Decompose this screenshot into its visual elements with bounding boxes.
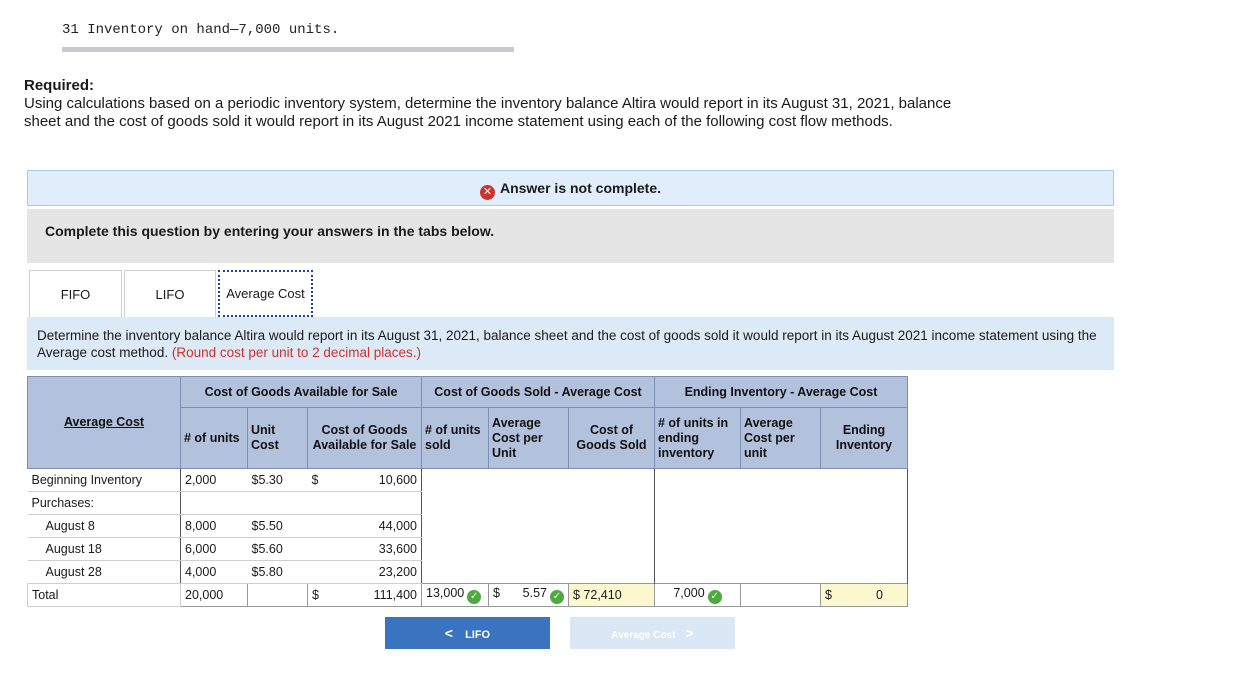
units-sold-input[interactable]: 13,000 ✓ — [422, 584, 489, 607]
chevron-left-icon: < — [444, 625, 454, 641]
row-label-aug18: August 18 — [28, 538, 181, 561]
row-label-aug8: August 8 — [28, 515, 181, 538]
instruction-bar: Complete this question by entering your answers in the tabs below. — [27, 209, 1114, 263]
col-unit-cost: Unit Cost — [248, 408, 308, 469]
unit-cost-cell: $5.50 — [248, 515, 308, 538]
cogs-input[interactable]: $ 72,410 — [569, 584, 655, 607]
tab-fifo[interactable]: FIFO — [29, 270, 122, 317]
col-average-cost-per-unit-ending: Average Cost per unit — [741, 408, 821, 469]
table-row-total — [28, 584, 908, 607]
group-header-available: Cost of Goods Available for Sale — [181, 377, 422, 408]
prompt-rounding-note: (Round cost per unit to 2 decimal places.) — [171, 345, 421, 360]
col-units: # of units — [181, 408, 248, 469]
dollar-sign: $ — [308, 469, 333, 492]
units-cell: 8,000 — [181, 515, 248, 538]
check-icon: ✓ — [467, 590, 481, 604]
prev-tab-button[interactable]: < LIFO — [385, 617, 550, 649]
cost-cell: 23,200 — [333, 561, 422, 584]
row-label-total: Total — [28, 584, 181, 607]
col-cogs: Cost of Goods Sold — [569, 408, 655, 469]
required-text: Using calculations based on a periodic inventory system, determine the inventory balance Altira would report in its August 31, 2021, balance sheet and the cost of goods sold it would report in its August 2021 income statement using each of the following cost flow methods. — [24, 95, 952, 130]
check-icon: ✓ — [550, 590, 564, 604]
average-cost-per-unit-input[interactable] — [741, 584, 821, 607]
average-cost-table — [27, 376, 908, 607]
units-cell: 6,000 — [181, 538, 248, 561]
cost-cell: 44,000 — [333, 515, 422, 538]
section-divider — [62, 47, 514, 52]
row-label-beginning: Beginning Inventory — [28, 469, 181, 492]
banner-text: Answer is not complete. — [499, 180, 662, 196]
dollar-sign: $ — [308, 584, 333, 607]
tab-lifo[interactable]: LIFO — [124, 270, 216, 317]
row-label-purchases: Purchases: — [28, 492, 181, 515]
corner-header: Average Cost — [28, 377, 181, 469]
col-cogas: Cost of Goods Available for Sale — [308, 408, 422, 469]
col-units-ending: # of units in ending inventory — [655, 408, 741, 469]
prompt-text: Determine the inventory balance Altira would report in its August 31, 2021, balance sheet and the cost of goods sold it would report in its August 2021 income statement using the Average cost method. — [37, 328, 1097, 360]
cost-cell: 10,600 — [333, 469, 422, 492]
error-x-icon: ✕ — [480, 185, 495, 200]
total-units-input[interactable]: 20,000 — [181, 584, 248, 607]
ending-empty-area — [655, 469, 908, 584]
average-cost-input[interactable]: $ 5.57 ✓ — [489, 584, 569, 607]
group-header-ending: Ending Inventory - Average Cost — [655, 377, 908, 408]
row-label-aug28: August 28 — [28, 561, 181, 584]
units-cell: 4,000 — [181, 561, 248, 584]
unit-cost-cell: $5.60 — [248, 538, 308, 561]
chevron-right-icon: > — [685, 625, 694, 641]
col-units-sold: # of units sold — [422, 408, 489, 469]
col-ending-inventory: Ending Inventory — [821, 408, 908, 469]
answer-status-banner — [27, 170, 1114, 206]
tab-prompt — [27, 317, 1114, 370]
check-icon: ✓ — [708, 590, 722, 604]
total-unit-cost-input[interactable] — [248, 584, 308, 607]
cogs-empty-area — [422, 469, 655, 584]
units-ending-input[interactable]: 7,000 ✓ — [655, 584, 741, 607]
cost-cell: 33,600 — [333, 538, 422, 561]
table-row — [28, 469, 908, 492]
next-tab-button[interactable]: Average Cost > — [570, 617, 735, 649]
total-cost-input[interactable]: 111,400 — [333, 584, 422, 607]
col-average-cost-per-unit: Average Cost per Unit — [489, 408, 569, 469]
required-heading: Required: — [24, 77, 95, 94]
tab-average-cost[interactable]: Average Cost — [218, 270, 313, 317]
unit-cost-cell: $5.80 — [248, 561, 308, 584]
ending-inventory-input[interactable]: $ 0 — [821, 584, 908, 607]
group-header-sold: Cost of Goods Sold - Average Cost — [422, 377, 655, 408]
units-cell: 2,000 — [181, 469, 248, 492]
unit-cost-cell: $5.30 — [248, 469, 308, 492]
question-fragment: 31 Inventory on hand—7,000 units. — [62, 22, 340, 38]
